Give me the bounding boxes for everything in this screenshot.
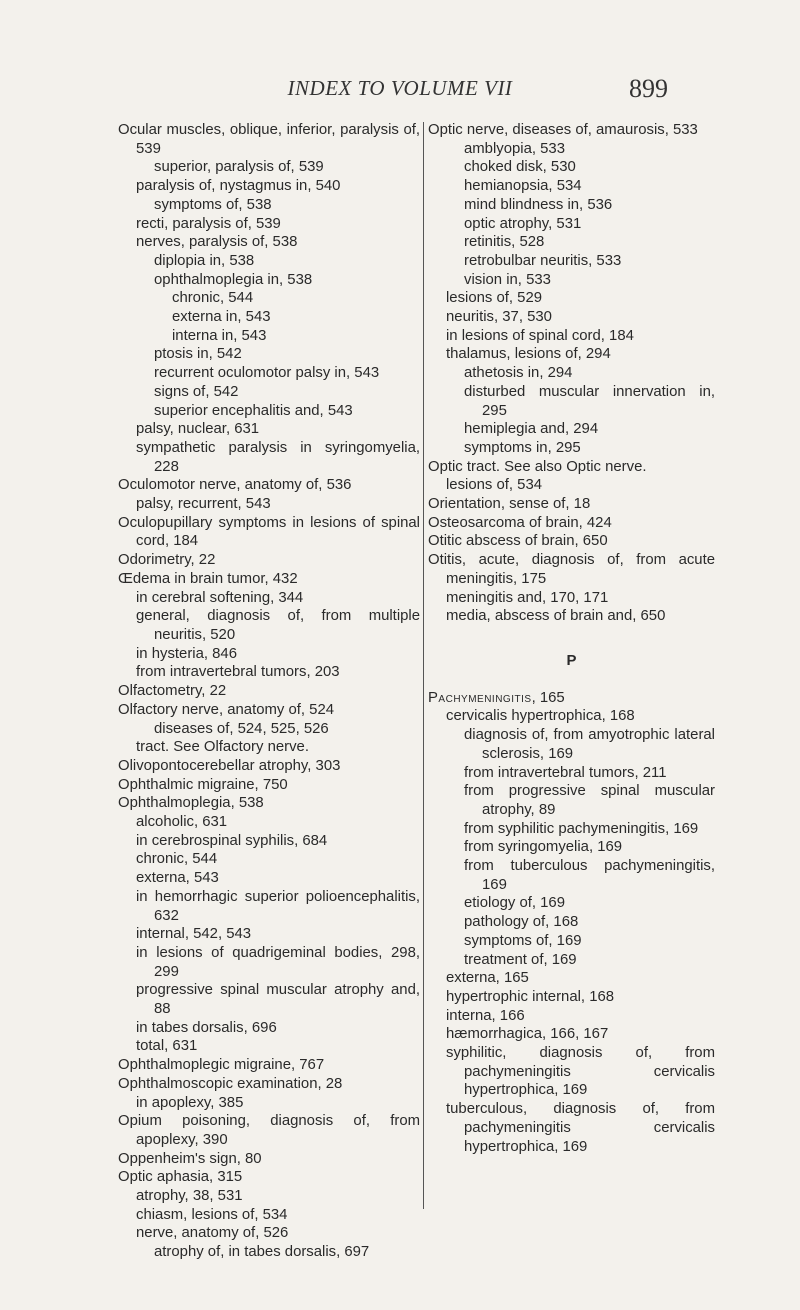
right-column-o-entries [428, 121, 715, 626]
index-entry: signs of, 542 [154, 383, 239, 400]
index-entry: Ophthalmoplegic migraine, 767 [118, 1057, 325, 1074]
index-entry: symptoms of, 538 [154, 196, 272, 213]
index-entry: nerves, paralysis of, 538 [136, 234, 298, 251]
index-entry: diplopia in, 538 [154, 252, 255, 269]
index-entry: superior encephalitis and, 543 [154, 402, 353, 419]
index-entry: in tabes dorsalis, 696 [136, 1019, 277, 1036]
index-entry: disturbed muscular innervation in, 295 [464, 383, 715, 419]
index-entry: from intravertebral tumors, 211 [464, 764, 667, 781]
index-entry: media, abscess of brain and, 650 [446, 608, 666, 625]
index-entry: in lesions of spinal cord, 184 [446, 327, 634, 344]
index-entry: Œdema in brain tumor, 432 [118, 570, 298, 587]
index-entry: sympathetic paralysis in syringomyelia, 228 [136, 439, 420, 475]
index-entry: tract. See Olfactory nerve. [136, 739, 309, 756]
index-entry: Opium poisoning, diagnosis of, from apoplexy, 390 [118, 1113, 420, 1148]
index-entry: Pachymeningitis, 165 [428, 689, 565, 706]
index-entry: in hemorrhagic superior polioencephalitis, 632 [136, 888, 420, 924]
page-number: 899 [629, 74, 668, 103]
index-entry: superior, paralysis of, 539 [154, 159, 324, 176]
index-entry: vision in, 533 [464, 271, 551, 288]
index-entry: general, diagnosis of, from multiple neuritis, 520 [136, 608, 420, 643]
index-entry: ophthalmoplegia in, 538 [154, 271, 313, 288]
index-entry: chiasm, lesions of, 534 [136, 1206, 288, 1223]
index-entry: Odorimetry, 22 [118, 552, 216, 569]
index-entry: symptoms of, 169 [464, 932, 582, 949]
index-entry: palsy, recurrent, 543 [136, 496, 271, 513]
index-entry: Osteosarcoma of brain, 424 [428, 514, 612, 531]
index-entry: Ophthalmoscopic examination, 28 [118, 1075, 343, 1092]
index-entry: pathology of, 168 [464, 914, 579, 931]
index-entry: hemiplegia and, 294 [464, 421, 599, 438]
index-entry: nerve, anatomy of, 526 [136, 1225, 289, 1242]
index-entry: alcoholic, 631 [136, 814, 228, 831]
index-entry: progressive spinal muscular atrophy and, 88 [136, 982, 420, 1018]
index-entry: neuritis, 37, 530 [446, 309, 552, 326]
page-header [0, 76, 800, 110]
index-entry: retrobulbar neuritis, 533 [464, 252, 622, 269]
index-entry: Oculopupillary symptoms in lesions of spinal cord, 184 [118, 514, 420, 550]
index-entry: paralysis of, nystagmus in, 540 [136, 178, 341, 195]
right-index-column [428, 121, 715, 1156]
index-entry: in cerebral softening, 344 [136, 589, 304, 606]
index-entry: chronic, 544 [136, 851, 218, 868]
index-entry: from syringomyelia, 169 [464, 839, 623, 856]
index-entry: hæmorrhagica, 166, 167 [446, 1026, 609, 1043]
index-entry: recurrent oculomotor palsy in, 543 [154, 365, 380, 382]
index-entry: Ophthalmoplegia, 538 [118, 795, 264, 812]
index-entry: palsy, nuclear, 631 [136, 421, 260, 438]
index-entry: Ocular muscles, oblique, inferior, paralysis of, 539 [118, 122, 420, 157]
index-entry: externa, 165 [446, 970, 529, 987]
index-entry: in apoplexy, 385 [136, 1094, 244, 1111]
index-entry: meningitis and, 170, 171 [446, 589, 609, 606]
index-entry: from tuberculous pachymeningitis, 169 [464, 858, 715, 893]
index-entry: internal, 542, 543 [136, 926, 252, 943]
index-entry: symptoms in, 295 [464, 439, 581, 456]
index-entry: Olfactory nerve, anatomy of, 524 [118, 701, 335, 718]
right-column-p-entries [428, 689, 715, 1157]
index-entry: in cerebrospinal syphilis, 684 [136, 832, 328, 849]
left-index-column [118, 121, 420, 1262]
index-entry: retinitis, 528 [464, 234, 545, 251]
index-entry: chronic, 544 [172, 290, 254, 307]
index-entry: interna in, 543 [172, 327, 267, 344]
index-entry: Otitic abscess of brain, 650 [428, 533, 608, 550]
index-entry: in lesions of quadrigeminal bodies, 298, 299 [136, 944, 420, 980]
index-entry: optic atrophy, 531 [464, 215, 582, 232]
index-entry: lesions of, 534 [446, 477, 543, 494]
column-divider [423, 122, 424, 1209]
index-entry: tuberculous, diagnosis of, from pachymeningitis cervicalis hypertrophica, 169 [446, 1101, 715, 1155]
index-entry: Ophthalmic migraine, 750 [118, 776, 288, 793]
index-entry: ptosis in, 542 [154, 346, 242, 363]
index-entry: Olfactometry, 22 [118, 683, 227, 700]
index-entry: Optic aphasia, 315 [118, 1169, 243, 1186]
index-entry: lesions of, 529 [446, 290, 543, 307]
index-entry: hypertrophic internal, 168 [446, 988, 615, 1005]
index-entry: atrophy, 38, 531 [136, 1188, 243, 1205]
index-entry: hemianopsia, 534 [464, 178, 582, 195]
index-entry: Optic nerve, diseases of, amaurosis, 533 [428, 122, 698, 138]
index-entry: etiology of, 169 [464, 895, 565, 912]
index-entry: in hysteria, 846 [136, 645, 237, 662]
index-entry: Optic tract. See also Optic nerve. [428, 458, 647, 475]
index-entry: mind blindness in, 536 [464, 196, 613, 213]
index-entry: Olivopontocerebellar atrophy, 303 [118, 757, 341, 774]
index-entry: syphilitic, diagnosis of, from pachymeningitis cervicalis hypertrophica, 169 [446, 1045, 715, 1099]
index-entry: amblyopia, 533 [464, 140, 565, 157]
index-entry: interna, 166 [446, 1007, 525, 1024]
index-entry: externa in, 543 [172, 309, 271, 326]
index-entry: atrophy of, in tabes dorsalis, 697 [154, 1244, 370, 1261]
index-entry: diagnosis of, from amyotrophic lateral sclerosis, 169 [464, 727, 715, 762]
section-letter: P [566, 652, 577, 669]
index-entry: choked disk, 530 [464, 159, 576, 176]
index-entry: Orientation, sense of, 18 [428, 496, 591, 513]
index-entry: treatment of, 169 [464, 951, 577, 968]
running-title: INDEX TO VOLUME VII [287, 76, 513, 100]
index-entry: Otitis, acute, diagnosis of, from acute meningitis, 175 [428, 552, 715, 587]
index-entry: Oppenheim's sign, 80 [118, 1150, 262, 1167]
index-entry: Oculomotor nerve, anatomy of, 536 [118, 477, 352, 494]
index-entry: cervicalis hypertrophica, 168 [446, 708, 635, 725]
index-entry: athetosis in, 294 [464, 365, 573, 382]
index-entry: from syphilitic pachymeningitis, 169 [464, 820, 699, 837]
index-entry: recti, paralysis of, 539 [136, 215, 281, 232]
index-entry: diseases of, 524, 525, 526 [154, 720, 329, 737]
index-entry: from intravertebral tumors, 203 [136, 664, 340, 681]
index-entry: externa, 543 [136, 870, 219, 887]
index-entry: thalamus, lesions of, 294 [446, 346, 611, 363]
index-entry: total, 631 [136, 1038, 198, 1055]
index-entry: from progressive spinal muscular atrophy, 89 [464, 783, 715, 818]
